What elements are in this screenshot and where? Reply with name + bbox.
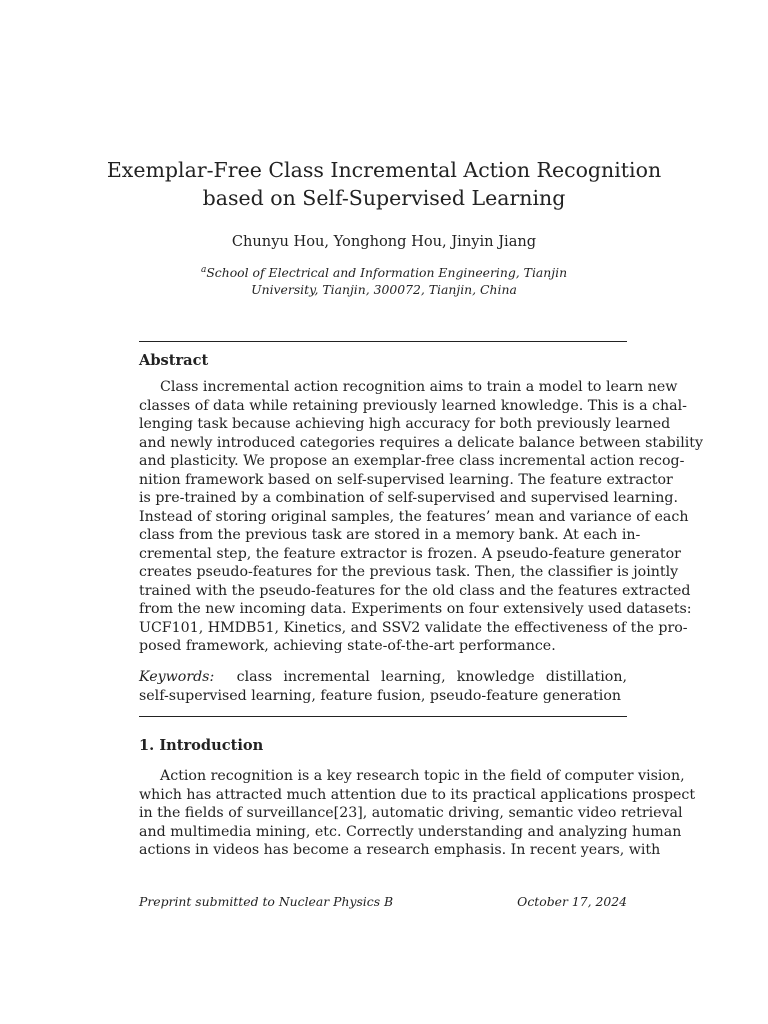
top-divider bbox=[139, 341, 627, 342]
text-line: actions in videos has become a research emphasis. In recent years, with bbox=[139, 842, 661, 858]
text-line: Class incremental action recognition aims to train a model to learn new bbox=[160, 379, 678, 395]
text-line: class from the previous task are stored in a memory bank. At each in- bbox=[139, 527, 641, 543]
text-line: and newly introduced categories requires a delicate balance between stability bbox=[139, 434, 703, 451]
affiliation-marker: a bbox=[200, 265, 207, 275]
abstract-body bbox=[139, 378, 703, 656]
text-line: cremental step, the feature extractor is frozen. A pseudo-feature generator bbox=[139, 545, 681, 562]
text-line: Action recognition is a key research topic in the field of computer vision, bbox=[160, 768, 685, 784]
title-line: Exemplar-Free Class Incremental Action Recognition bbox=[106, 158, 662, 182]
text-line: and plasticity. We propose an exemplar-free class incremental action recog- bbox=[139, 453, 685, 469]
text-line: Instead of storing original samples, the features’ mean and variance of each bbox=[139, 508, 689, 525]
keywords-line: self-supervised learning, feature fusion, pseudo-feature generation bbox=[139, 687, 621, 704]
footer-date: October 17, 2024 bbox=[517, 894, 627, 909]
text-line: posed framework, achieving state-of-the-art performance. bbox=[139, 638, 556, 654]
text-line: nition framework based on self-supervised learning. The feature extractor bbox=[139, 471, 673, 488]
affiliation-line: University, Tianjin, 300072, Tianjin, China bbox=[251, 282, 517, 298]
paper-title bbox=[100, 156, 668, 212]
abstract-heading: Abstract bbox=[139, 352, 209, 369]
text-line: is pre-trained by a combination of self-supervised and supervised learning. bbox=[139, 490, 678, 506]
text-line: classes of data while retaining previously learned knowledge. This is a chal- bbox=[139, 397, 687, 414]
affiliation bbox=[150, 262, 618, 298]
text-line: which has attracted much attention due to its practical applications prospect bbox=[139, 786, 696, 803]
keywords-line bbox=[139, 668, 627, 687]
title-line: based on Self-Supervised Learning bbox=[202, 186, 566, 210]
footer bbox=[139, 894, 627, 909]
introduction-heading: 1. Introduction bbox=[139, 737, 264, 754]
text-line: from the new incoming data. Experiments on four extensively used datasets: bbox=[139, 601, 692, 617]
text-line: creates pseudo-features for the previous task. Then, the classifier is jointly bbox=[139, 564, 679, 580]
footer-journal: Preprint submitted to Nuclear Physics B bbox=[139, 894, 394, 909]
affiliation-line bbox=[150, 262, 618, 281]
keywords bbox=[139, 668, 627, 705]
keywords-label: Keywords: bbox=[139, 669, 215, 685]
text-line: trained with the pseudo-features for the old class and the features extracted bbox=[139, 582, 691, 599]
text-line: lenging task because achieving high accuracy for both previously learned bbox=[139, 416, 671, 432]
keywords-text: class incremental learning, knowledge distillation, bbox=[236, 669, 627, 685]
text-line: and multimedia mining, etc. Correctly understanding and analyzing human bbox=[139, 823, 682, 840]
affiliation-text: School of Electrical and Information Engineering, Tianjin bbox=[206, 265, 568, 281]
author-list: Chunyu Hou, Yonghong Hou, Jinyin Jiang bbox=[231, 233, 537, 250]
introduction-body bbox=[139, 767, 696, 860]
text-line: UCF101, HMDB51, Kinetics, and SSV2 validate the effectiveness of the pro- bbox=[139, 619, 688, 636]
bottom-divider bbox=[139, 716, 627, 717]
text-line: in the fields of surveillance[23], automatic driving, semantic video retrieval bbox=[139, 805, 683, 821]
